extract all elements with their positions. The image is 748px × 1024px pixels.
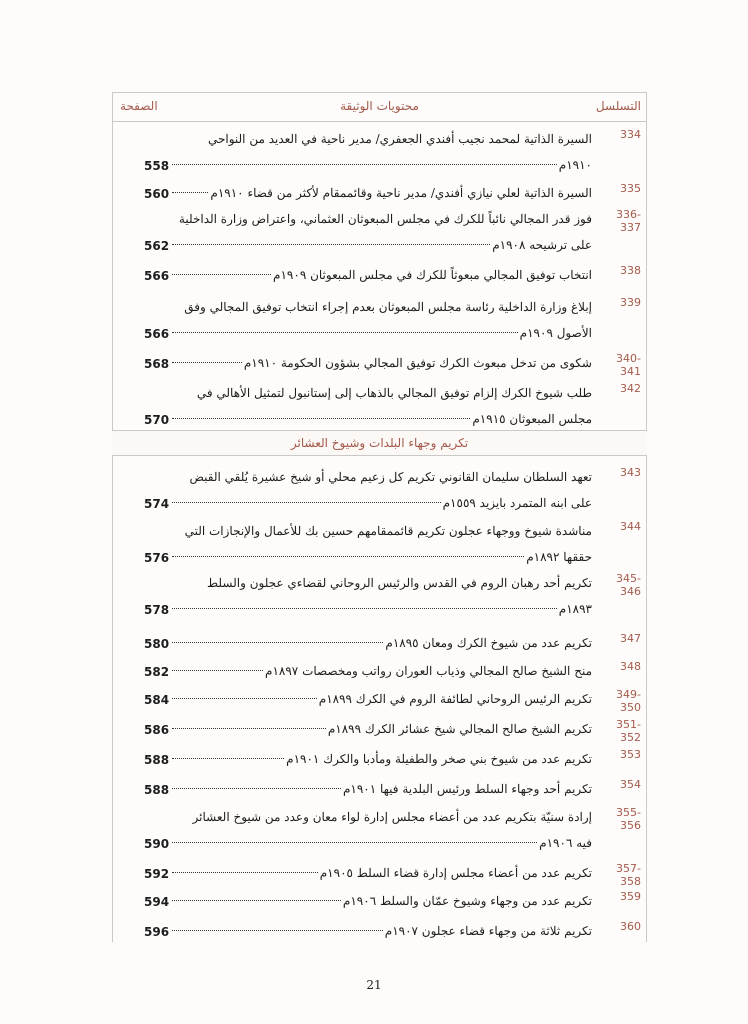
entry-serial: 348 (620, 660, 641, 673)
toc-entry[interactable] (112, 464, 647, 516)
entry-page-number: 578 (144, 603, 170, 617)
entry-serial: 360 (620, 920, 641, 933)
toc-entry[interactable] (112, 262, 647, 288)
dot-leader (172, 502, 441, 503)
dot-leader (172, 698, 317, 699)
entry-page-number: 560 (144, 187, 170, 201)
toc-entry[interactable] (112, 804, 647, 856)
entry-serial: 347 (620, 632, 641, 645)
entry-title-line: السيرة الذاتية لعلي نيازي أفندي/ مدير ناحية وقائممقام لأكثر من قضاء ١٩١٠م (210, 186, 592, 200)
entry-title-line: تكريم أحد رهبان الروم في القدس والرئيس الروحاني لقضاءي عجلون والسلط (207, 576, 592, 590)
entry-page-number: 588 (144, 753, 170, 767)
entry-page-number: 584 (144, 693, 170, 707)
entry-title-line: تعهد السلطان سليمان القانوني تكريم كل زعيم محلي أو شيخ عشيرة يُلقي القبض (189, 470, 592, 484)
entry-page-number: 594 (144, 895, 170, 909)
dot-leader (172, 930, 383, 931)
dot-leader (172, 274, 271, 275)
entry-serial: 344 (620, 520, 641, 533)
table-header (112, 92, 647, 122)
entry-title-line: فيه ١٩٠٦م (539, 836, 592, 850)
header-contents: محتويات الوثيقة (340, 99, 419, 113)
entry-title-line: السيرة الذاتية لمحمد نجيب أفندي الجعفري/ مدير ناحية في العديد من النواحي (207, 132, 592, 146)
page-number: 21 (366, 978, 382, 992)
toc-entry[interactable] (112, 126, 647, 178)
entry-serial: 353 (620, 748, 641, 761)
entry-serial: 334 (620, 128, 641, 141)
dot-leader (172, 900, 341, 901)
entry-serial: 355-356 (616, 806, 641, 832)
entry-page-number: 576 (144, 551, 170, 565)
entry-title-line: تكريم عدد من شيوخ بني صخر والطفيلة ومأدبا والكرك ١٩٠١م (286, 752, 592, 766)
entry-page-number: 590 (144, 837, 170, 851)
entry-page-number: 570 (144, 413, 170, 427)
entry-serial: 357-358 (616, 862, 641, 888)
entry-title-line: شكوى من تدخل مبعوث الكرك توفيق المجالي بشؤون الحكومة ١٩١٠م (243, 356, 592, 370)
toc-entry[interactable] (112, 206, 647, 258)
entry-page-number: 596 (144, 925, 170, 939)
toc-entry[interactable] (112, 658, 647, 684)
dot-leader (172, 164, 557, 165)
entry-page-number: 566 (144, 269, 170, 283)
entry-serial: 349-350 (616, 688, 641, 714)
entry-title-line: إبلاغ وزارة الداخلية رئاسة مجلس المبعوثان بعدم إجراء انتخاب توفيق المجالي وفق (184, 300, 592, 314)
section-title: تكريم وجهاء البلدات وشيوخ العشائر (112, 430, 647, 456)
toc-entry[interactable] (112, 860, 647, 886)
entry-title-line: انتخاب توفيق المجالي مبعوثاً للكرك في مجلس المبعوثان ١٩٠٩م (273, 268, 592, 282)
dot-leader (172, 418, 470, 419)
entry-title-line: تكريم ثلاثة من وجهاء قضاء عجلون ١٩٠٧م (384, 924, 592, 938)
dot-leader (172, 788, 341, 789)
toc-entry[interactable] (112, 180, 647, 206)
entry-serial: 338 (620, 264, 641, 277)
entry-serial: 351-352 (616, 718, 641, 744)
dot-leader (172, 608, 557, 609)
toc-entry[interactable] (112, 918, 647, 944)
toc-entry[interactable] (112, 686, 647, 712)
entry-serial: 336-337 (616, 208, 641, 234)
dot-leader (172, 244, 490, 245)
entry-title-line: منح الشيخ صالح المجالي وذياب العوران رواتب ومخصصات ١٨٩٧م (265, 664, 592, 678)
entry-title-line: طلب شيوخ الكرك إلزام توفيق المجالي بالذهاب إلى إستانبول لتمثيل الأهالي في (196, 386, 592, 400)
toc-entry[interactable] (112, 888, 647, 914)
entry-title-line: تكريم أحد وجهاء السلط ورئيس البلدية فيها ١٩٠١م (342, 782, 592, 796)
entry-title-line: حققها ١٨٩٢م (526, 550, 592, 564)
toc-entry[interactable] (112, 630, 647, 656)
entry-title-line: على ابنه المتمرد بايزيد ١٥٥٩م (442, 496, 592, 510)
entry-title-line: تكريم عدد من وجهاء وشيوخ عمّان والسلط ١٩٠٦م (342, 894, 592, 908)
entry-page-number: 592 (144, 867, 170, 881)
entry-page-number: 566 (144, 327, 170, 341)
toc-entry[interactable] (112, 518, 647, 570)
entry-title-line: على ترشيحه ١٩٠٨م (492, 238, 592, 252)
toc-entry[interactable] (112, 746, 647, 772)
entry-serial: 339 (620, 296, 641, 309)
dot-leader (172, 332, 518, 333)
toc-entry[interactable] (112, 570, 647, 622)
dot-leader (172, 728, 326, 729)
entry-title-line: تكريم عدد من شيوخ الكرك ومعان ١٨٩٥م (385, 636, 592, 650)
entry-serial: 359 (620, 890, 641, 903)
entry-title-line: ١٩١٠م (558, 158, 592, 172)
entry-serial: 343 (620, 466, 641, 479)
dot-leader (172, 670, 263, 671)
entry-title-line: مجلس المبعوثان ١٩١٥م (472, 412, 592, 426)
toc-entry[interactable] (112, 776, 647, 802)
entry-title-line: مناشدة شيوخ ووجهاء عجلون تكريم قائممقامهم حسين بك للأعمال والإنجازات التي (184, 524, 592, 538)
entry-title-line: الأصول ١٩٠٩م (519, 326, 592, 340)
dot-leader (172, 556, 524, 557)
entry-serial: 345-346 (616, 572, 641, 598)
entry-title-line: تكريم الشيخ صالح المجالي شيخ عشائر الكرك ١٨٩٩م (327, 722, 592, 736)
header-page: الصفحة (120, 99, 158, 113)
dot-leader (172, 362, 242, 363)
entry-title-line: إرادة سنيّة بتكريم عدد من أعضاء مجلس إدارة لواء معان وعدد من شيوخ العشائر (192, 810, 592, 824)
toc-entry[interactable] (112, 294, 647, 346)
entry-page-number: 580 (144, 637, 170, 651)
entry-page-number: 568 (144, 357, 170, 371)
entry-serial: 342 (620, 382, 641, 395)
entry-page-number: 562 (144, 239, 170, 253)
entry-serial: 335 (620, 182, 641, 195)
toc-entry[interactable] (112, 350, 647, 376)
entry-page-number: 586 (144, 723, 170, 737)
entry-page-number: 574 (144, 497, 170, 511)
entry-page-number: 588 (144, 783, 170, 797)
toc-entry[interactable] (112, 716, 647, 742)
entry-page-number: 558 (144, 159, 170, 173)
entry-page-number: 582 (144, 665, 170, 679)
entry-title-line: تكريم عدد من أعضاء مجلس إدارة قضاء السلط ١٩٠٥م (319, 866, 592, 880)
entry-serial: 340-341 (616, 352, 641, 378)
entry-serial: 354 (620, 778, 641, 791)
header-serial: التسلسل (595, 99, 641, 113)
entry-title-line: فوز قدر المجالي نائباً للكرك في مجلس المبعوثان العثماني، واعتراض وزارة الداخلية (178, 212, 592, 226)
dot-leader (172, 758, 284, 759)
dot-leader (172, 642, 383, 643)
toc-entry[interactable] (112, 380, 647, 432)
entry-title-line: ١٨٩٣م (558, 602, 592, 616)
entry-title-line: تكريم الرئيس الروحاني لطائفة الروم في الكرك ١٨٩٩م (318, 692, 592, 706)
dot-leader (172, 842, 537, 843)
dot-leader (172, 872, 318, 873)
